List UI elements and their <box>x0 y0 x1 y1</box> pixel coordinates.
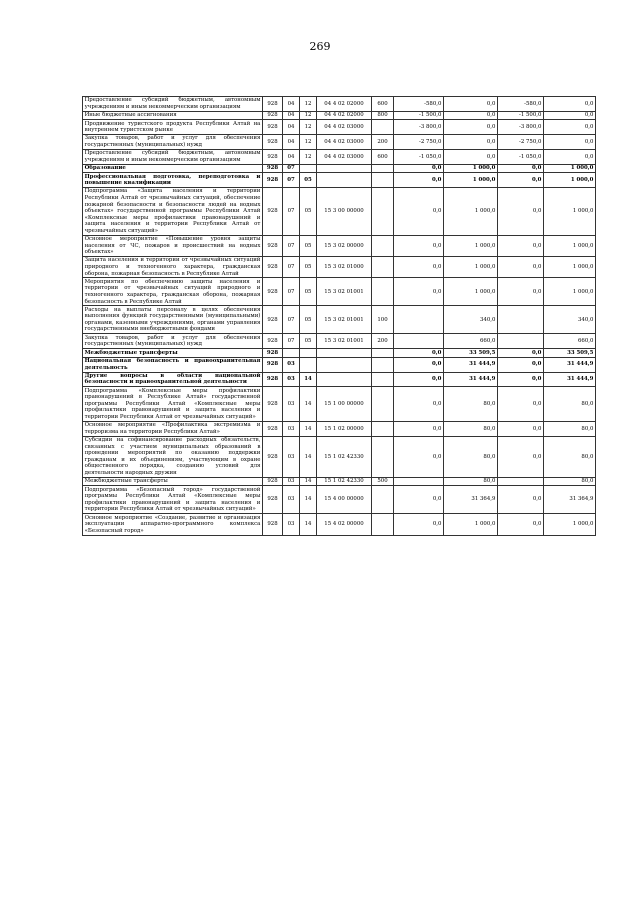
ministry-code-cell: 928 <box>263 257 283 278</box>
amount-change-2-cell <box>498 334 544 349</box>
amount-2-cell: 80,0 <box>544 477 596 485</box>
amount-2-cell: 1 000,0 <box>544 164 596 172</box>
target-article-cell: 15 1 02 42330 <box>317 477 372 485</box>
amount-change-2-cell: -1 050,0 <box>498 149 544 164</box>
section-code-cell: 04 <box>283 149 300 164</box>
ministry-code-cell: 928 <box>263 486 283 514</box>
section-code-cell: 03 <box>283 486 300 514</box>
amount-1-cell: 31 444,9 <box>444 357 498 372</box>
target-article-cell: 15 3 02 01001 <box>317 334 372 349</box>
subsection-code-cell: 12 <box>300 120 317 135</box>
target-article-cell: 04 4 02 03000 <box>317 120 372 135</box>
amount-change-2-cell: 0,0 <box>498 387 544 422</box>
ministry-code-cell: 928 <box>263 164 283 172</box>
ministry-code-cell: 928 <box>263 173 283 188</box>
amount-2-cell: 0,0 <box>544 120 596 135</box>
amount-2-cell: 1 000,0 <box>544 235 596 256</box>
expense-type-cell <box>372 436 394 477</box>
table-row <box>83 257 596 278</box>
table-row <box>83 514 596 535</box>
amount-1-cell: 0,0 <box>444 149 498 164</box>
table-body <box>83 97 596 536</box>
amount-2-cell: 0,0 <box>544 97 596 112</box>
amount-2-cell: 1 000,0 <box>544 188 596 236</box>
subsection-code-cell: 12 <box>300 111 317 119</box>
amount-change-2-cell <box>498 306 544 334</box>
amount-1-cell: 33 509,5 <box>444 349 498 357</box>
amount-2-cell: 0,0 <box>544 111 596 119</box>
amount-1-cell: 31 364,9 <box>444 486 498 514</box>
table-row <box>83 486 596 514</box>
expense-type-cell <box>372 173 394 188</box>
target-article-cell: 15 4 02 00000 <box>317 514 372 535</box>
table-row <box>83 188 596 236</box>
amount-1-cell: 660,0 <box>444 334 498 349</box>
expense-type-cell: 500 <box>372 477 394 485</box>
row-name-cell: Расходы на выплаты персоналу в целях обеспечения выполнения функций государственными (муниципальными) органами, казенными учреждениями, органами управления государственными внебюджетными фондами <box>83 306 263 334</box>
amount-change-1-cell: -3 800,0 <box>394 120 444 135</box>
table-row <box>83 135 596 150</box>
section-code-cell: 03 <box>283 357 300 372</box>
amount-2-cell: 80,0 <box>544 387 596 422</box>
row-name-cell: Основное мероприятие «Профилактика экстремизма и терроризма на территории Республики Алтай» <box>83 421 263 436</box>
amount-change-2-cell: 0,0 <box>498 164 544 172</box>
expense-type-cell <box>372 235 394 256</box>
row-name-cell: Межбюджетные трансферты <box>83 477 263 485</box>
subsection-code-cell: 05 <box>300 173 317 188</box>
row-name-cell: Закупка товаров, работ и услуг для обеспечения государственных (муниципальных) нужд <box>83 135 263 150</box>
table-row <box>83 477 596 485</box>
section-code-cell: 03 <box>283 372 300 387</box>
target-article-cell <box>317 349 372 357</box>
target-article-cell: 15 3 02 01000 <box>317 257 372 278</box>
expense-type-cell: 800 <box>372 111 394 119</box>
amount-change-1-cell: 0,0 <box>394 514 444 535</box>
expense-type-cell <box>372 486 394 514</box>
amount-2-cell: 660,0 <box>544 334 596 349</box>
ministry-code-cell: 928 <box>263 149 283 164</box>
amount-change-1-cell: 0,0 <box>394 173 444 188</box>
amount-1-cell: 0,0 <box>444 97 498 112</box>
amount-change-1-cell: 0,0 <box>394 387 444 422</box>
table-row <box>83 334 596 349</box>
amount-change-2-cell: 0,0 <box>498 278 544 306</box>
amount-change-1-cell: 0,0 <box>394 235 444 256</box>
ministry-code-cell: 928 <box>263 387 283 422</box>
amount-change-1-cell: -2 750,0 <box>394 135 444 150</box>
amount-change-2-cell: 0,0 <box>498 257 544 278</box>
amount-2-cell: 1 000,0 <box>544 173 596 188</box>
amount-1-cell: 31 444,9 <box>444 372 498 387</box>
table-row <box>83 421 596 436</box>
target-article-cell: 04 4 02 03000 <box>317 135 372 150</box>
amount-change-2-cell: 0,0 <box>498 486 544 514</box>
row-name-cell: Национальная безопасность и правоохранительная деятельность <box>83 357 263 372</box>
row-name-cell: Иные бюджетные ассигнования <box>83 111 263 119</box>
expense-type-cell <box>372 164 394 172</box>
ministry-code-cell: 928 <box>263 357 283 372</box>
amount-2-cell: 1 000,0 <box>544 257 596 278</box>
row-name-cell: Профессиональная подготовка, переподготовка и повышение квалификации <box>83 173 263 188</box>
section-code-cell <box>283 349 300 357</box>
amount-change-1-cell: -1 500,0 <box>394 111 444 119</box>
subsection-code-cell: 14 <box>300 486 317 514</box>
ministry-code-cell: 928 <box>263 372 283 387</box>
expense-type-cell <box>372 421 394 436</box>
ministry-code-cell: 928 <box>263 235 283 256</box>
amount-change-2-cell: -2 750,0 <box>498 135 544 150</box>
target-article-cell <box>317 164 372 172</box>
section-code-cell: 04 <box>283 120 300 135</box>
ministry-code-cell: 928 <box>263 111 283 119</box>
amount-change-2-cell: 0,0 <box>498 357 544 372</box>
section-code-cell: 07 <box>283 188 300 236</box>
row-name-cell: Образование <box>83 164 263 172</box>
amount-change-1-cell <box>394 477 444 485</box>
expense-type-cell <box>372 120 394 135</box>
amount-2-cell: 80,0 <box>544 436 596 477</box>
amount-change-1-cell: -1 050,0 <box>394 149 444 164</box>
ministry-code-cell: 928 <box>263 97 283 112</box>
amount-change-1-cell: 0,0 <box>394 486 444 514</box>
expense-type-cell: 600 <box>372 149 394 164</box>
row-name-cell: Закупка товаров, работ и услуг для обеспечения государственных (муниципальных) нужд <box>83 334 263 349</box>
table-row <box>83 120 596 135</box>
subsection-code-cell: 05 <box>300 235 317 256</box>
section-code-cell: 07 <box>283 278 300 306</box>
target-article-cell: 04 4 02 03000 <box>317 149 372 164</box>
expense-type-cell <box>372 188 394 236</box>
row-name-cell: Предоставление субсидий бюджетным, автономным учреждениям и иным некоммерческим организациям <box>83 149 263 164</box>
expense-type-cell <box>372 349 394 357</box>
target-article-cell: 15 4 00 00000 <box>317 486 372 514</box>
expense-type-cell <box>372 372 394 387</box>
amount-2-cell: 0,0 <box>544 149 596 164</box>
subsection-code-cell: 14 <box>300 421 317 436</box>
row-name-cell: Подпрограмма «Защита населения и территории Республики Алтай от чрезвычайных ситуаций, обеспечение пожарной безопасности и безопасности людей на водных объектах» государственной программы Республики Алтай «Комплексные меры профилактики правонарушений и защита населения и территории Республики Алтай от чрезвычайных ситуаций» <box>83 188 263 236</box>
subsection-code-cell <box>300 357 317 372</box>
amount-change-2-cell: 0,0 <box>498 514 544 535</box>
amount-change-1-cell: 0,0 <box>394 357 444 372</box>
row-name-cell: Другие вопросы в области национальной безопасности и правоохранительной деятельности <box>83 372 263 387</box>
amount-change-1-cell: 0,0 <box>394 188 444 236</box>
subsection-code-cell: 05 <box>300 306 317 334</box>
row-name-cell: Основное мероприятие «Повышение уровня защиты населения от ЧС, пожаров и происшествий на водных объектах» <box>83 235 263 256</box>
amount-change-1-cell: 0,0 <box>394 349 444 357</box>
amount-1-cell: 1 000,0 <box>444 235 498 256</box>
subsection-code-cell <box>300 349 317 357</box>
table-row <box>83 97 596 112</box>
row-name-cell: Подпрограмма «Комплексные меры профилактики правонарушений в Республике Алтай» государственной программы Республики Алтай «Комплексные меры профилактики правонарушений и защита населения и территории Республики Алтай от чрезвычайных ситуаций» <box>83 387 263 422</box>
amount-1-cell: 1 000,0 <box>444 257 498 278</box>
amount-2-cell: 0,0 <box>544 135 596 150</box>
table-row <box>83 372 596 387</box>
table-row <box>83 164 596 172</box>
row-name-cell: Предоставление субсидий бюджетным, автономным учреждениям и иным некоммерческим организациям <box>83 97 263 112</box>
ministry-code-cell: 928 <box>263 278 283 306</box>
subsection-code-cell: 12 <box>300 97 317 112</box>
amount-1-cell: 1 000,0 <box>444 173 498 188</box>
amount-1-cell: 80,0 <box>444 421 498 436</box>
expense-type-cell <box>372 278 394 306</box>
amount-1-cell: 80,0 <box>444 436 498 477</box>
ministry-code-cell: 928 <box>263 514 283 535</box>
amount-change-2-cell: -580,0 <box>498 97 544 112</box>
ministry-code-cell: 928 <box>263 120 283 135</box>
subsection-code-cell: 05 <box>300 334 317 349</box>
subsection-code-cell: 05 <box>300 188 317 236</box>
amount-2-cell: 1 000,0 <box>544 278 596 306</box>
row-name-cell: Основное мероприятие «Создание, развитие и организация эксплуатации аппаратно-программного комплекса «Безопасный город» <box>83 514 263 535</box>
subsection-code-cell: 14 <box>300 436 317 477</box>
expense-type-cell <box>372 387 394 422</box>
expense-type-cell <box>372 257 394 278</box>
amount-1-cell: 1 000,0 <box>444 188 498 236</box>
subsection-code-cell: 14 <box>300 477 317 485</box>
subsection-code-cell: 14 <box>300 372 317 387</box>
amount-change-1-cell: 0,0 <box>394 257 444 278</box>
amount-change-2-cell: 0,0 <box>498 349 544 357</box>
table-row <box>83 149 596 164</box>
ministry-code-cell: 928 <box>263 135 283 150</box>
amount-2-cell: 33 509,5 <box>544 349 596 357</box>
expense-type-cell: 200 <box>372 135 394 150</box>
table-row <box>83 235 596 256</box>
target-article-cell: 04 4 02 02000 <box>317 97 372 112</box>
subsection-code-cell: 14 <box>300 514 317 535</box>
target-article-cell: 15 3 00 00000 <box>317 188 372 236</box>
amount-1-cell: 0,0 <box>444 111 498 119</box>
target-article-cell: 15 3 02 01001 <box>317 306 372 334</box>
target-article-cell: 15 1 00 00000 <box>317 387 372 422</box>
expense-type-cell <box>372 514 394 535</box>
amount-1-cell: 0,0 <box>444 120 498 135</box>
ministry-code-cell: 928 <box>263 188 283 236</box>
amount-change-1-cell: -580,0 <box>394 97 444 112</box>
expense-type-cell: 200 <box>372 334 394 349</box>
section-code-cell: 07 <box>283 334 300 349</box>
target-article-cell: 15 1 02 42330 <box>317 436 372 477</box>
amount-change-2-cell: -3 800,0 <box>498 120 544 135</box>
section-code-cell: 07 <box>283 164 300 172</box>
subsection-code-cell: 14 <box>300 387 317 422</box>
section-code-cell: 04 <box>283 97 300 112</box>
section-code-cell: 07 <box>283 235 300 256</box>
target-article-cell <box>317 357 372 372</box>
target-article-cell: 15 3 02 01001 <box>317 278 372 306</box>
section-code-cell: 03 <box>283 421 300 436</box>
section-code-cell: 04 <box>283 111 300 119</box>
table-row <box>83 111 596 119</box>
amount-2-cell: 31 444,9 <box>544 357 596 372</box>
subsection-code-cell <box>300 164 317 172</box>
table-row <box>83 436 596 477</box>
section-code-cell: 03 <box>283 477 300 485</box>
subsection-code-cell: 12 <box>300 135 317 150</box>
target-article-cell <box>317 372 372 387</box>
row-name-cell: Подпрограмма «Безопасный город» государственной программы Республики Алтай «Комплексные меры профилактики правонарушений и защита населения и территории Республики Алтай от чрезвычайных ситуаций» <box>83 486 263 514</box>
row-name-cell: Продвижение туристского продукта Республики Алтай на внутреннем туристском рынке <box>83 120 263 135</box>
expense-type-cell: 100 <box>372 306 394 334</box>
section-code-cell: 03 <box>283 387 300 422</box>
amount-1-cell: 0,0 <box>444 135 498 150</box>
ministry-code-cell: 928 <box>263 477 283 485</box>
amount-change-2-cell: 0,0 <box>498 235 544 256</box>
amount-change-2-cell: -1 500,0 <box>498 111 544 119</box>
section-code-cell: 04 <box>283 135 300 150</box>
section-code-cell: 07 <box>283 306 300 334</box>
ministry-code-cell: 928 <box>263 436 283 477</box>
table-row <box>83 306 596 334</box>
table-row <box>83 357 596 372</box>
ministry-code-cell: 928 <box>263 334 283 349</box>
target-article-cell: 04 4 02 02000 <box>317 111 372 119</box>
row-name-cell: Защита населения и территории от чрезвычайных ситуаций природного и техногенного характера, гражданская оборона, пожарная безопасность в Республике Алтай <box>83 257 263 278</box>
page-number: 269 <box>309 40 331 53</box>
amount-change-1-cell: 0,0 <box>394 436 444 477</box>
amount-change-2-cell <box>498 477 544 485</box>
subsection-code-cell: 05 <box>300 257 317 278</box>
target-article-cell <box>317 173 372 188</box>
amount-1-cell: 80,0 <box>444 387 498 422</box>
amount-change-2-cell: 0,0 <box>498 173 544 188</box>
section-code-cell: 03 <box>283 436 300 477</box>
target-article-cell: 15 1 02 00000 <box>317 421 372 436</box>
ministry-code-cell: 928 <box>263 421 283 436</box>
target-article-cell: 15 3 02 00000 <box>317 235 372 256</box>
table-row <box>83 278 596 306</box>
amount-1-cell: 1 000,0 <box>444 164 498 172</box>
amount-change-2-cell: 0,0 <box>498 421 544 436</box>
amount-2-cell: 80,0 <box>544 421 596 436</box>
amount-change-2-cell: 0,0 <box>498 188 544 236</box>
section-code-cell: 07 <box>283 257 300 278</box>
amount-1-cell: 1 000,0 <box>444 514 498 535</box>
section-code-cell: 07 <box>283 173 300 188</box>
table-row <box>83 387 596 422</box>
amount-change-1-cell <box>394 306 444 334</box>
section-code-cell: 03 <box>283 514 300 535</box>
row-name-cell: Субсидии на софинансирование расходных обязательств, связанных с участием муниципальных образований в проведении мероприятий по оказанию поддержки гражданам и их объединениям, участвующим в охране общественного порядка, созданию условий для деятельности народных дружин <box>83 436 263 477</box>
amount-change-1-cell: 0,0 <box>394 278 444 306</box>
amount-change-1-cell: 0,0 <box>394 164 444 172</box>
amount-2-cell: 1 000,0 <box>544 514 596 535</box>
amount-2-cell: 31 444,9 <box>544 372 596 387</box>
amount-change-1-cell: 0,0 <box>394 372 444 387</box>
ministry-code-cell: 928 <box>263 349 283 357</box>
amount-change-1-cell: 0,0 <box>394 421 444 436</box>
amount-2-cell: 31 364,9 <box>544 486 596 514</box>
amount-1-cell: 340,0 <box>444 306 498 334</box>
amount-1-cell: 80,0 <box>444 477 498 485</box>
row-name-cell: Межбюджетные трансферты <box>83 349 263 357</box>
subsection-code-cell: 05 <box>300 278 317 306</box>
subsection-code-cell: 12 <box>300 149 317 164</box>
row-name-cell: Мероприятия по обеспечению защиты населения и территории от чрезвычайных ситуаций природного и техногенного характера, гражданская оборона, пожарная безопасность в Республике Алтай <box>83 278 263 306</box>
table-row <box>83 173 596 188</box>
table-row <box>83 349 596 357</box>
expense-type-cell <box>372 357 394 372</box>
ministry-code-cell: 928 <box>263 306 283 334</box>
amount-change-2-cell: 0,0 <box>498 372 544 387</box>
expense-type-cell: 600 <box>372 97 394 112</box>
amount-change-2-cell: 0,0 <box>498 436 544 477</box>
amount-1-cell: 1 000,0 <box>444 278 498 306</box>
amount-2-cell: 340,0 <box>544 306 596 334</box>
amount-change-1-cell <box>394 334 444 349</box>
budget-table <box>82 96 596 536</box>
